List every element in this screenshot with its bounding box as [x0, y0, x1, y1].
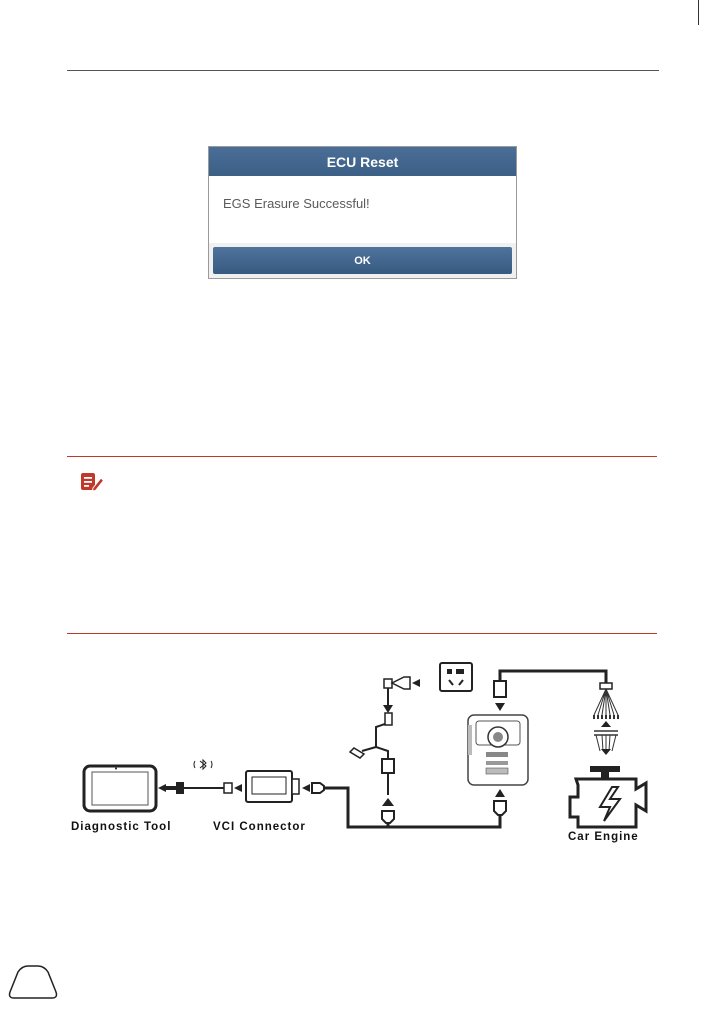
- page-number-badge: [4, 964, 62, 1000]
- dialog-title: ECU Reset: [209, 147, 516, 176]
- label-vci-connector: VCI Connector: [213, 821, 306, 833]
- label-car-engine: Car Engine: [568, 831, 639, 843]
- programmer-device: [468, 715, 528, 785]
- header-rule: [67, 70, 659, 71]
- ecu-reset-dialog: [208, 146, 517, 279]
- bluetooth-icon: [194, 760, 212, 769]
- connection-diagram: [66, 655, 656, 850]
- engine-icon: [570, 766, 646, 827]
- note-icon: [79, 471, 105, 493]
- note-bottom-rule: [67, 633, 657, 634]
- power-outlet-icon: [440, 663, 472, 691]
- ok-button[interactable]: OK: [213, 247, 512, 274]
- note-top-rule: [67, 456, 657, 457]
- diagnostic-tool-tablet: [84, 766, 156, 811]
- vci-connector: [246, 771, 299, 802]
- label-diagnostic-tool: Diagnostic Tool: [71, 821, 172, 833]
- dialog-message: EGS Erasure Successful!: [223, 196, 370, 211]
- wire-harness: [594, 683, 618, 755]
- page-edge-mark: [698, 0, 699, 25]
